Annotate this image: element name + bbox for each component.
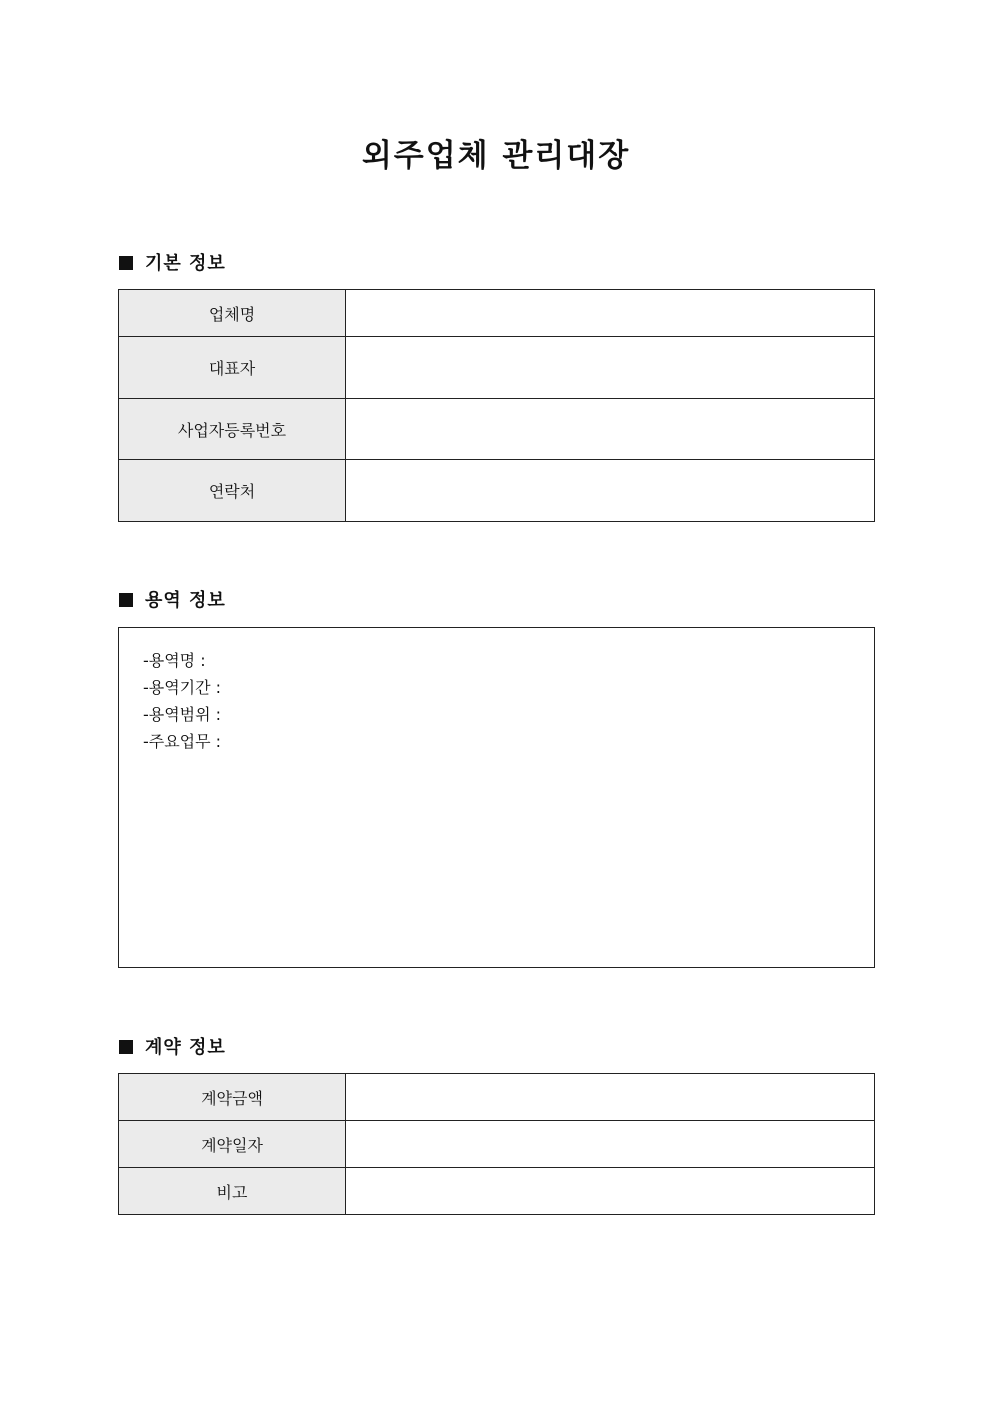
service-line-service-scope: -용역범위 : [143,705,222,724]
basic-info-table [118,289,875,522]
service-info-box[interactable] [118,627,875,968]
square-bullet-icon [119,1040,133,1054]
field-label-remarks: 비고 [119,1168,346,1215]
field-label-company-name: 업체명 [119,290,346,337]
table-row [119,399,875,460]
field-value-contact[interactable] [346,460,875,522]
field-label-contract-date: 계약일자 [119,1121,346,1168]
section-heading-text: 계약 정보 [145,1037,226,1058]
contract-info-table [118,1073,875,1215]
field-value-contract-amount[interactable] [346,1074,875,1121]
document-title: 외주업체 관리대장 [361,138,631,174]
table-row [119,290,875,337]
field-value-representative[interactable] [346,337,875,399]
table-row [119,1121,875,1168]
service-line-main-tasks: -주요업무 : [143,732,222,751]
field-label-contact: 연락처 [119,460,346,522]
service-line-service-period: -용역기간 : [143,678,222,697]
table-row [119,460,875,522]
section-heading-contract-info [119,1035,226,1061]
field-value-company-name[interactable] [346,290,875,337]
service-info-lines [143,647,221,755]
field-label-business-registration-number: 사업자등록번호 [119,399,346,460]
square-bullet-icon [119,593,133,607]
field-value-contract-date[interactable] [346,1121,875,1168]
table-row [119,337,875,399]
section-heading-text: 용역 정보 [145,590,226,611]
section-heading-text: 기본 정보 [145,253,226,274]
table-row [119,1168,875,1215]
section-heading-service-info [119,588,226,614]
table-row [119,1074,875,1121]
square-bullet-icon [119,256,133,270]
field-label-representative: 대표자 [119,337,346,399]
field-value-remarks[interactable] [346,1168,875,1215]
field-value-business-registration-number[interactable] [346,399,875,460]
section-heading-basic-info [119,251,226,277]
field-label-contract-amount: 계약금액 [119,1074,346,1121]
service-line-service-name: -용역명 : [143,651,206,670]
